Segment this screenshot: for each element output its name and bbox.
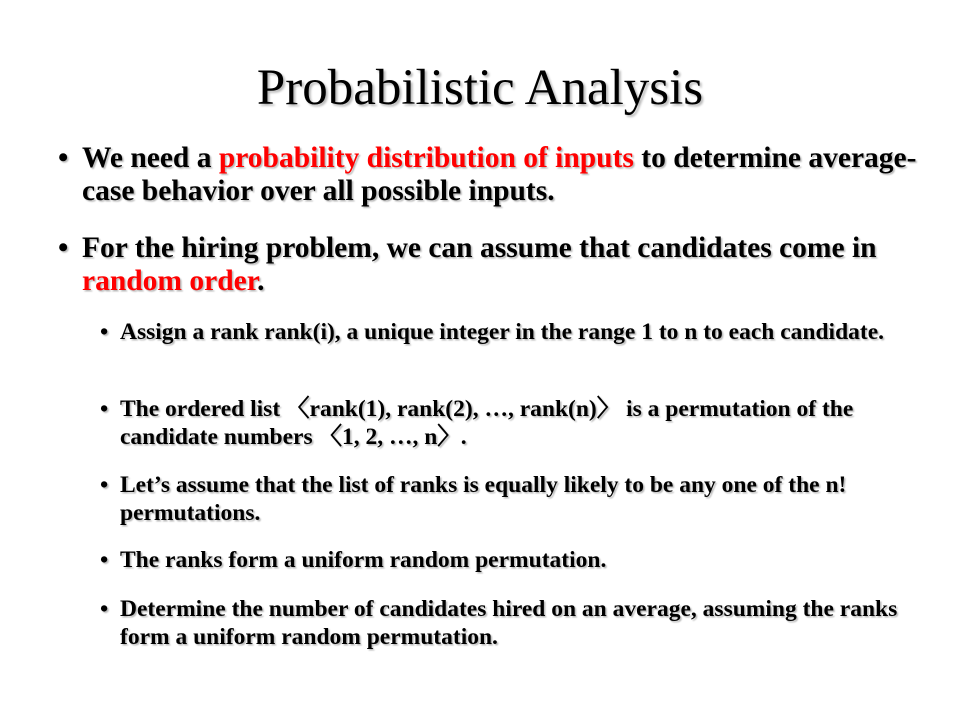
sub-bullet-icon: •	[100, 472, 109, 498]
sub-bullet-icon: •	[100, 319, 109, 345]
sub-bullet-text: Let’s assume that the list of ranks is equally likely to be any one of the n! permutations.	[120, 472, 847, 526]
slide-title: Probabilistic Analysis	[256, 60, 704, 116]
sub-bullet-text: The ordered list 〈rank(1), rank(2), …, rank(n)〉 is a permutation of the candidate numbers 〈1, 2, …, n〉.	[120, 396, 854, 450]
sub-bullet-icon: •	[100, 596, 109, 622]
sub-bullet-ordered-list	[100, 395, 930, 451]
sub-bullet-determine-hired	[100, 595, 930, 651]
highlight-random-order: random order	[82, 265, 258, 297]
sub-bullet-assign-rank	[100, 318, 930, 346]
highlight-probability-distribution: probability distribution of inputs	[218, 142, 634, 174]
bullet-text-pre: We need a	[82, 142, 219, 174]
bullet-icon: •	[58, 232, 69, 264]
sub-bullet-text: The ranks form a uniform random permutation.	[120, 547, 607, 573]
sub-bullet-uniform-permutation	[100, 546, 930, 574]
bullet-text-post: to determine average-case behavior over all possible inputs.	[82, 142, 917, 207]
bullet-icon: •	[58, 142, 69, 174]
sub-bullet-equally-likely	[100, 471, 930, 527]
bullet-item-hiring-problem	[58, 232, 938, 298]
bullet-item-probability-distribution	[58, 142, 938, 208]
sub-bullet-icon: •	[100, 547, 109, 573]
sub-bullet-icon: •	[100, 396, 109, 422]
bullet-text-pre: For the hiring problem, we can assume that candidates come in	[82, 232, 877, 264]
sub-bullet-text: Assign a rank rank(i), a unique integer in the range 1 to n to each candidate.	[120, 319, 885, 345]
bullet-text	[82, 142, 938, 208]
sub-bullet-text: Determine the number of candidates hired on an average, assuming the ranks form a uniform random permutation.	[120, 596, 898, 650]
bullet-text-post: .	[257, 265, 265, 297]
bullet-text	[82, 232, 938, 298]
